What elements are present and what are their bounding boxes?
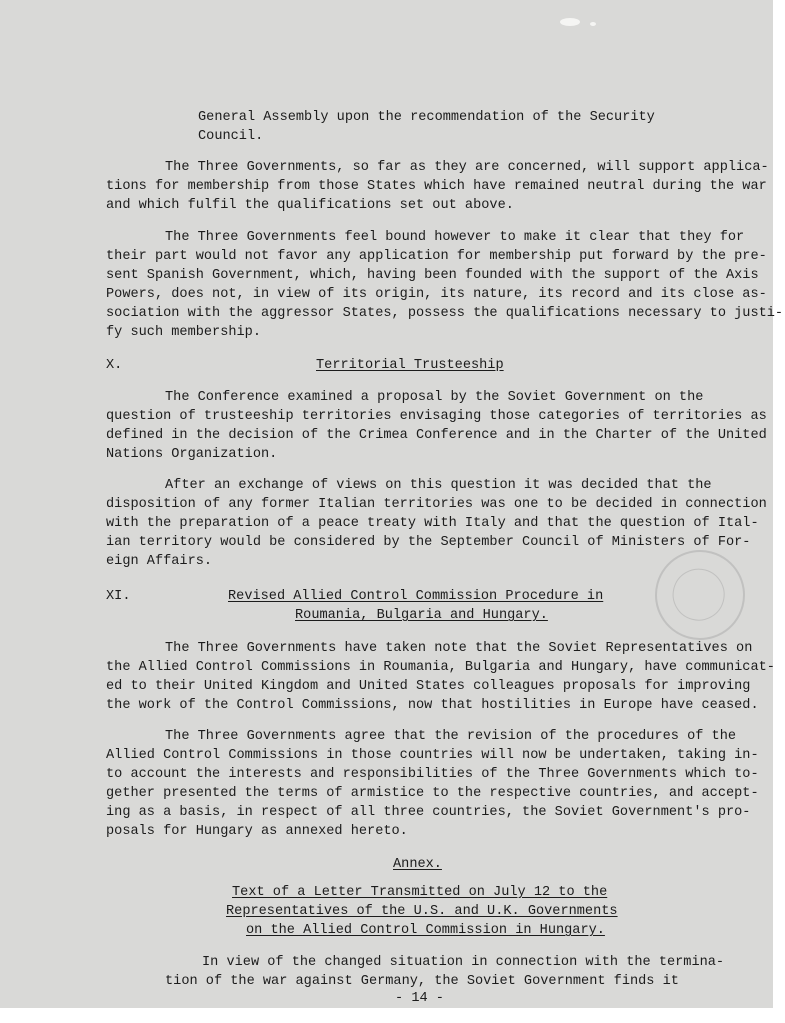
paragraph-line: Allied Control Commissions in those countries will now be undertaken, taking in- [106,748,759,763]
section-heading: Territorial Trusteeship [316,358,504,373]
paragraph-line: ed to their United Kingdom and United States colleagues proposals for improving [106,679,751,694]
page-number: - 14 - [395,991,444,1006]
paragraph-line: to account the interests and responsibilities of the Three Governments which to- [106,767,759,782]
section-number: XI. [106,589,131,604]
paragraph-line: with the preparation of a peace treaty with Italy and that the question of Ital- [106,516,759,531]
paragraph-line: ian territory would be considered by the September Council of Ministers of For- [106,535,751,550]
paper-blemish [590,22,596,26]
paragraph-line: eign Affairs. [106,554,213,569]
paragraph-line: posals for Hungary as annexed hereto. [106,824,408,839]
annex-title-line: on the Allied Control Commission in Hungary. [246,923,605,938]
continuation-line: General Assembly upon the recommendation of the Security [198,110,655,125]
paragraph-line: tions for membership from those States which have remained neutral during the war [106,179,767,194]
paragraph-line: Nations Organization. [106,447,278,462]
paragraph-line: The Three Governments agree that the revision of the procedures of the [165,729,737,744]
paragraph-line: gether presented the terms of armistice to the respective countries, and accept- [106,786,759,801]
paragraph-line: question of trusteeship territories envisaging those categories of territories as [106,409,767,424]
paragraph-line: and which fulfil the qualifications set out above. [106,198,514,213]
paragraph-line: the work of the Control Commissions, now that hostilities in Europe have ceased. [106,698,759,713]
paragraph-line: The Conference examined a proposal by the Soviet Government on the [165,390,704,405]
paragraph-line: the Allied Control Commissions in Roumania, Bulgaria and Hungary, have communicat- [106,660,775,675]
annex-label: Annex. [393,857,442,872]
section-number: X. [106,358,123,373]
paragraph-line: The Three Governments, so far as they are concerned, will support applica- [165,160,769,175]
paragraph-line: sociation with the aggressor States, possess the qualifications necessary to justi- [106,306,784,321]
paragraph-line: disposition of any former Italian territories was one to be decided in connection [106,497,767,512]
paragraph-line: tion of the war against Germany, the Soviet Government finds it [165,974,679,989]
paragraph-line: their part would not favor any application for membership put forward by the pre- [106,249,767,264]
paragraph-line: In view of the changed situation in connection with the termina- [202,955,725,970]
paragraph-line: The Three Governments feel bound however to make it clear that they for [165,230,745,245]
paragraph-line: The Three Governments have taken note that the Soviet Representatives on [165,641,753,656]
paragraph-line: defined in the decision of the Crimea Conference and in the Charter of the United [106,428,767,443]
stamp-inner-ring [663,559,734,630]
paragraph-line: ing as a basis, in respect of all three countries, the Soviet Government's pro- [106,805,751,820]
section-heading: Roumania, Bulgaria and Hungary. [295,608,548,623]
annex-title-line: Representatives of the U.S. and U.K. Governments [226,904,618,919]
paragraph-line: After an exchange of views on this question it was decided that the [165,478,712,493]
annex-title-line: Text of a Letter Transmitted on July 12 to the [232,885,608,900]
paragraph-line: fy such membership. [106,325,261,340]
paragraph-line: Powers, does not, in view of its origin, its nature, its record and its close as- [106,287,767,302]
continuation-line: Council. [198,129,264,144]
section-heading: Revised Allied Control Commission Procedure in [228,589,604,604]
paper-blemish [560,18,580,26]
paragraph-line: sent Spanish Government, which, having been founded with the support of the Axis [106,268,759,283]
